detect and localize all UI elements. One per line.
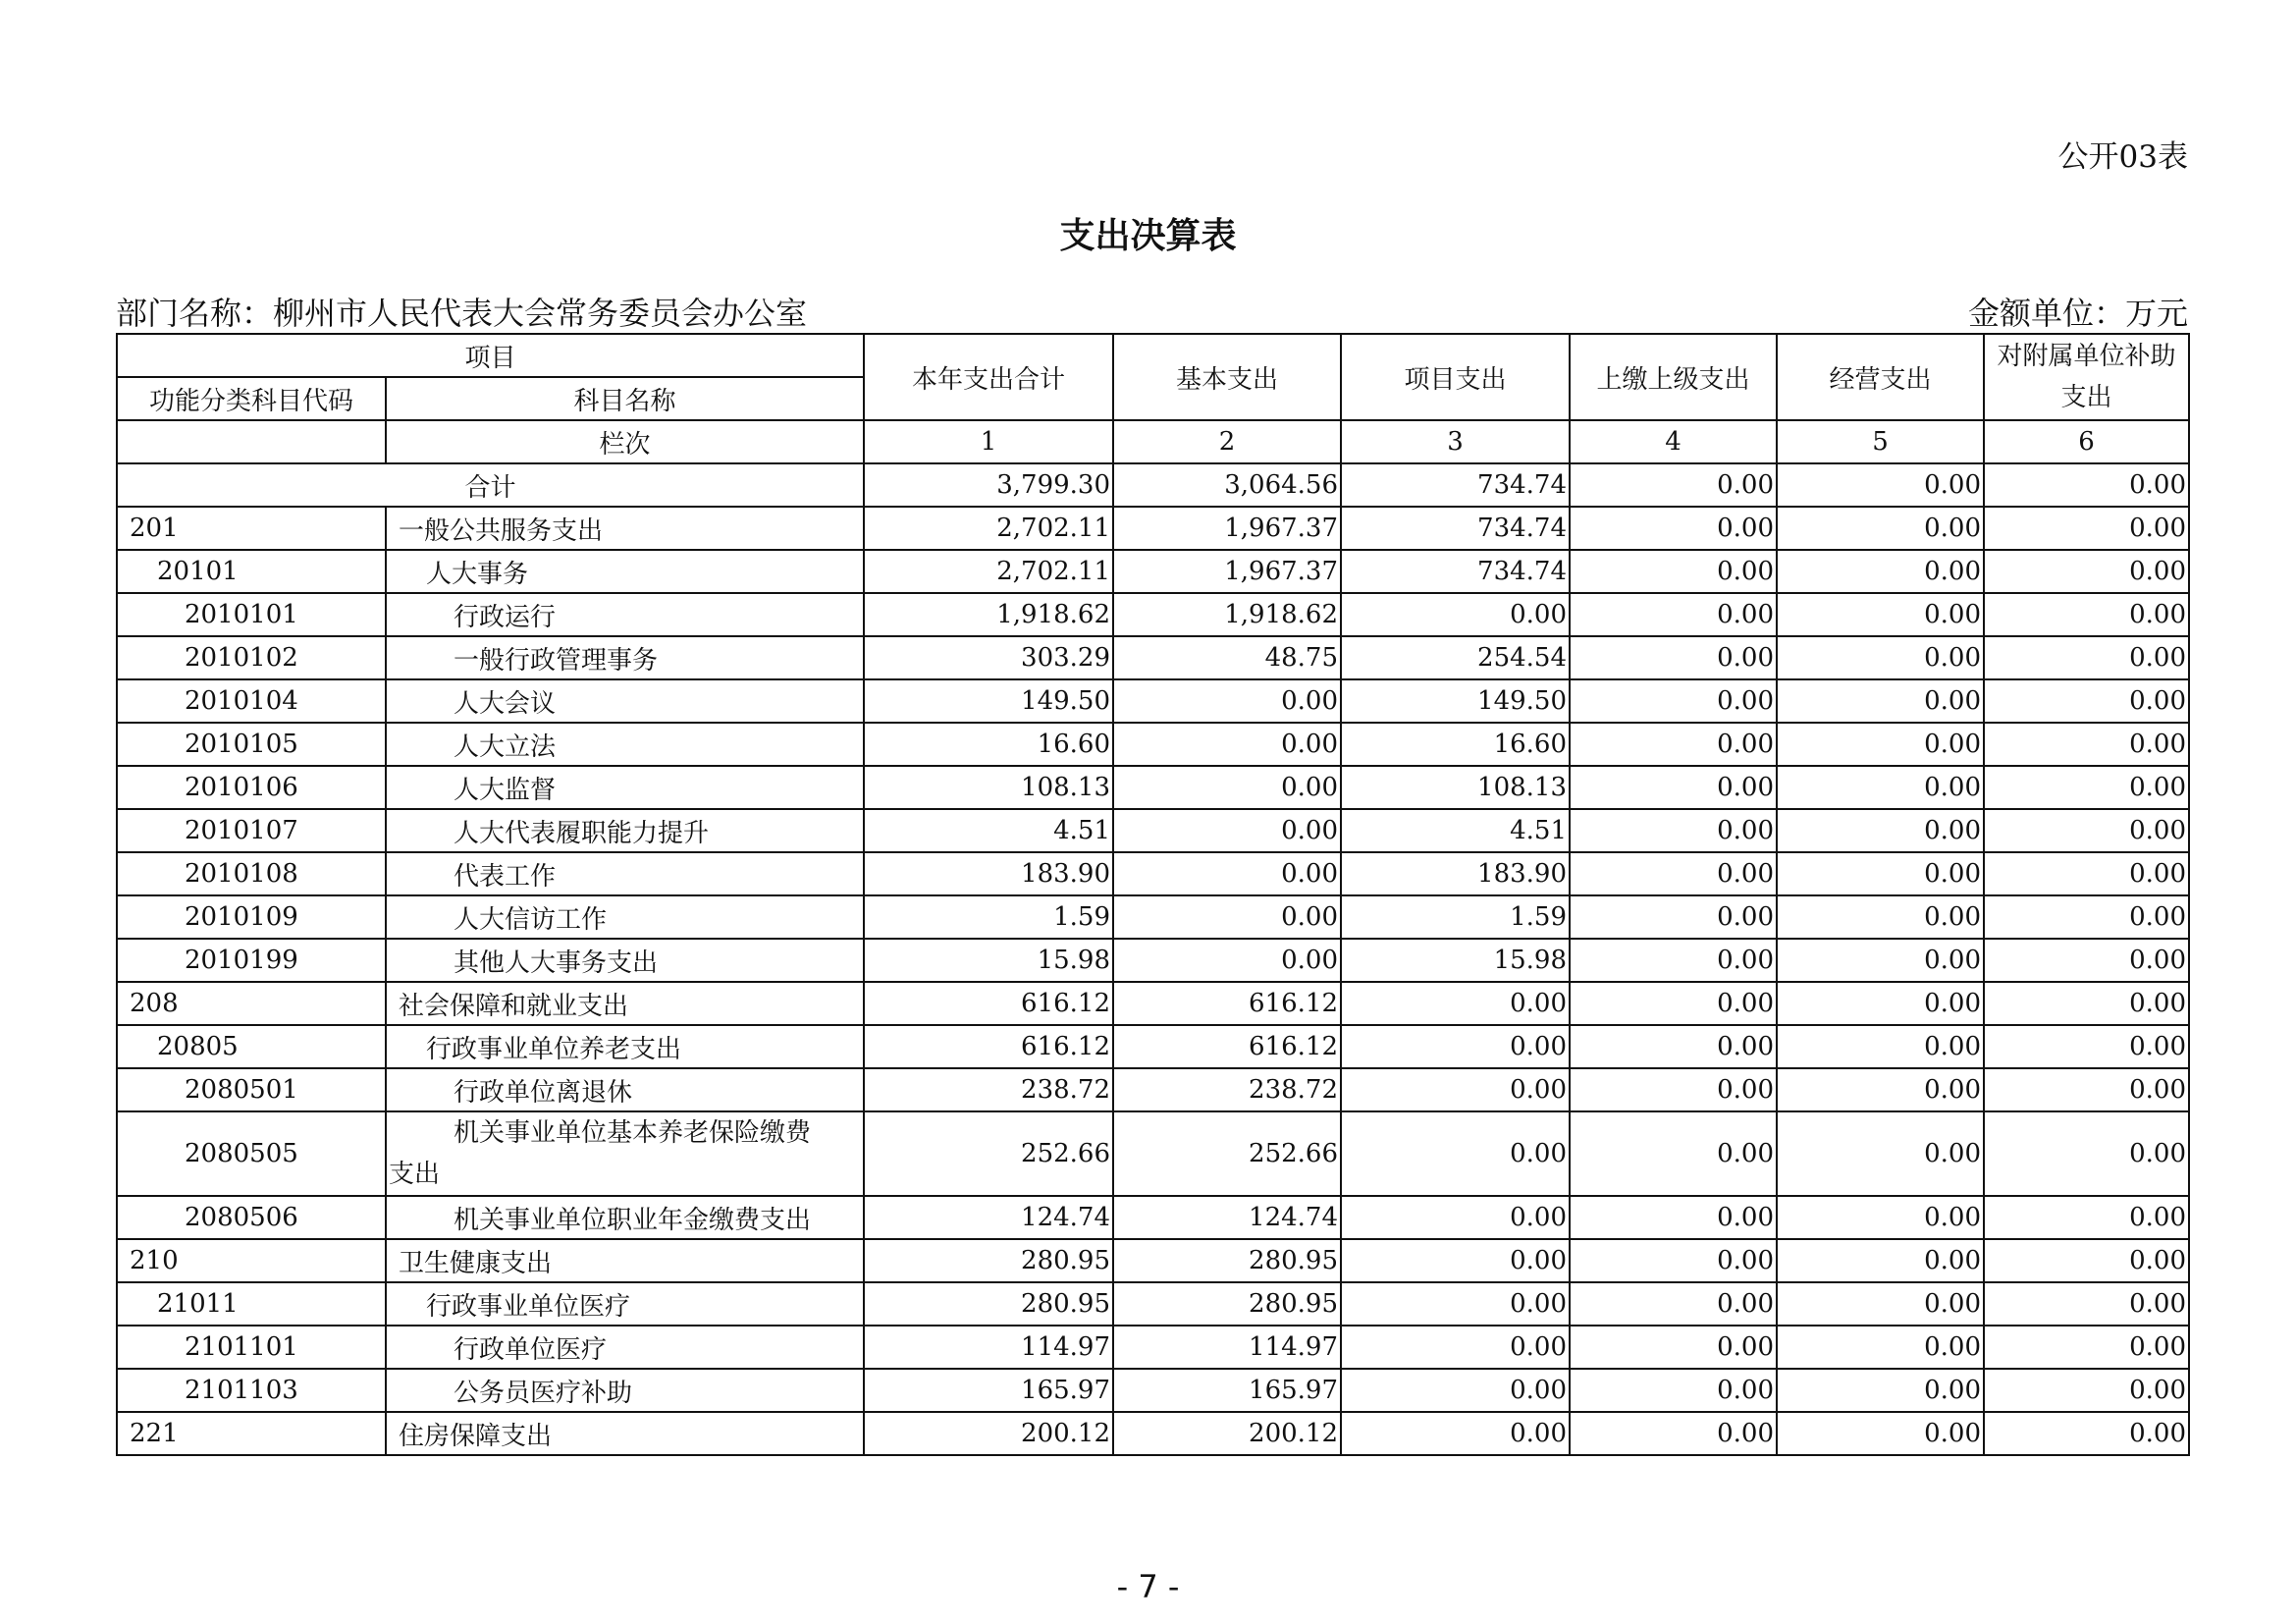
amount-cell-4: 0.00 (1570, 895, 1777, 939)
amount-cell-1: 2,702.11 (864, 550, 1113, 593)
amount-cell-5: 0.00 (1777, 1282, 1984, 1326)
amount-cell-4: 0.00 (1570, 1068, 1777, 1111)
func-code-cell: 2010199 (117, 939, 386, 982)
amount-cell-3: 15.98 (1341, 939, 1570, 982)
amount-cell-2: 0.00 (1113, 895, 1341, 939)
amount-cell-2: 616.12 (1113, 982, 1341, 1025)
subject-name-cell: 行政运行 (386, 593, 864, 636)
header-subsidy-line2: 支出 (2060, 383, 2112, 412)
amount-cell-3: 183.90 (1341, 852, 1570, 895)
amount-cell-1: 1.59 (864, 895, 1113, 939)
table-row (117, 1239, 2189, 1282)
header-project: 项目支出 (1341, 334, 1570, 420)
amount-cell-1: 165.97 (864, 1369, 1113, 1412)
total-value-3: 734.74 (1341, 463, 1570, 507)
amount-cell-6: 0.00 (1984, 1369, 2189, 1412)
amount-cell-1: 1,918.62 (864, 593, 1113, 636)
index-row-label: 栏次 (386, 420, 864, 463)
amount-cell-5: 0.00 (1777, 1412, 1984, 1455)
amount-cell-6: 0.00 (1984, 939, 2189, 982)
amount-cell-4: 0.00 (1570, 1282, 1777, 1326)
amount-cell-5: 0.00 (1777, 895, 1984, 939)
amount-cell-1: 252.66 (864, 1111, 1113, 1196)
header-subsidy (1984, 334, 2189, 420)
table-row (117, 1369, 2189, 1412)
amount-cell-2: 114.97 (1113, 1326, 1341, 1369)
subject-name-cell: 代表工作 (386, 852, 864, 895)
amount-cell-3: 4.51 (1341, 809, 1570, 852)
amount-cell-3: 0.00 (1341, 1068, 1570, 1111)
func-code-cell: 2010105 (117, 723, 386, 766)
table-row (117, 895, 2189, 939)
func-code-cell: 2080506 (117, 1196, 386, 1239)
subject-name-cell: 一般公共服务支出 (386, 507, 864, 550)
amount-cell-4: 0.00 (1570, 766, 1777, 809)
amount-cell-6: 0.00 (1984, 982, 2189, 1025)
func-code-cell: 2010107 (117, 809, 386, 852)
amount-cell-5: 0.00 (1777, 1068, 1984, 1111)
amount-cell-6: 0.00 (1984, 1412, 2189, 1455)
amount-cell-2: 0.00 (1113, 766, 1341, 809)
subject-name-cell: 行政事业单位养老支出 (386, 1025, 864, 1068)
table-row (117, 1111, 2189, 1196)
amount-cell-6: 0.00 (1984, 507, 2189, 550)
amount-cell-2: 0.00 (1113, 809, 1341, 852)
amount-cell-5: 0.00 (1777, 550, 1984, 593)
amount-cell-4: 0.00 (1570, 723, 1777, 766)
amount-cell-1: 114.97 (864, 1326, 1113, 1369)
func-code-cell: 2080505 (117, 1111, 386, 1196)
amount-cell-3: 0.00 (1341, 1412, 1570, 1455)
header-item: 项目 (117, 334, 864, 377)
amount-cell-5: 0.00 (1777, 939, 1984, 982)
amount-cell-3: 16.60 (1341, 723, 1570, 766)
table-row (117, 1412, 2189, 1455)
amount-cell-1: 238.72 (864, 1068, 1113, 1111)
amount-cell-4: 0.00 (1570, 679, 1777, 723)
amount-cell-1: 280.95 (864, 1239, 1113, 1282)
index-row-blank (117, 420, 386, 463)
amount-cell-2: 280.95 (1113, 1282, 1341, 1326)
amount-cell-6: 0.00 (1984, 723, 2189, 766)
amount-cell-1: 108.13 (864, 766, 1113, 809)
table-row (117, 852, 2189, 895)
subject-name-cell: 社会保障和就业支出 (386, 982, 864, 1025)
amount-cell-3: 254.54 (1341, 636, 1570, 679)
amount-cell-3: 0.00 (1341, 1369, 1570, 1412)
subject-name-cell: 人大代表履职能力提升 (386, 809, 864, 852)
amount-cell-2: 238.72 (1113, 1068, 1341, 1111)
amount-cell-6: 0.00 (1984, 1025, 2189, 1068)
amount-cell-4: 0.00 (1570, 1025, 1777, 1068)
expenditure-table (116, 333, 2190, 1456)
table-row (117, 1068, 2189, 1111)
amount-cell-6: 0.00 (1984, 1282, 2189, 1326)
table-row (117, 723, 2189, 766)
amount-cell-2: 200.12 (1113, 1412, 1341, 1455)
table-row (117, 809, 2189, 852)
amount-cell-2: 0.00 (1113, 679, 1341, 723)
total-value-5: 0.00 (1777, 463, 1984, 507)
amount-cell-1: 183.90 (864, 852, 1113, 895)
subject-name-cell: 公务员医疗补助 (386, 1369, 864, 1412)
amount-cell-4: 0.00 (1570, 809, 1777, 852)
amount-cell-1: 616.12 (864, 982, 1113, 1025)
total-value-6: 0.00 (1984, 463, 2189, 507)
table-row (117, 1282, 2189, 1326)
amount-cell-5: 0.00 (1777, 507, 1984, 550)
subject-name-cell: 住房保障支出 (386, 1412, 864, 1455)
subject-name-cell: 人大立法 (386, 723, 864, 766)
table-row (117, 766, 2189, 809)
amount-cell-3: 1.59 (1341, 895, 1570, 939)
header-subsidy-line1: 对附属单位补助 (1997, 342, 2176, 371)
header-business: 经营支出 (1777, 334, 1984, 420)
amount-cell-6: 0.00 (1984, 809, 2189, 852)
func-code-cell: 21011 (117, 1282, 386, 1326)
table-row (117, 1326, 2189, 1369)
subject-name-cell: 人大会议 (386, 679, 864, 723)
header-upper: 上缴上级支出 (1570, 334, 1777, 420)
amount-cell-1: 200.12 (864, 1412, 1113, 1455)
subject-name-cell: 机关事业单位职业年金缴费支出 (386, 1196, 864, 1239)
amount-cell-4: 0.00 (1570, 852, 1777, 895)
amount-cell-2: 0.00 (1113, 723, 1341, 766)
table-row (117, 636, 2189, 679)
func-code-cell: 208 (117, 982, 386, 1025)
amount-cell-4: 0.00 (1570, 1239, 1777, 1282)
table-row (117, 507, 2189, 550)
func-code-cell: 221 (117, 1412, 386, 1455)
func-code-cell: 2010104 (117, 679, 386, 723)
index-4: 4 (1570, 420, 1777, 463)
amount-cell-1: 280.95 (864, 1282, 1113, 1326)
amount-cell-3: 0.00 (1341, 1196, 1570, 1239)
subject-name-cell: 行政单位离退休 (386, 1068, 864, 1111)
amount-cell-5: 0.00 (1777, 679, 1984, 723)
amount-cell-4: 0.00 (1570, 593, 1777, 636)
amount-cell-3: 0.00 (1341, 982, 1570, 1025)
header-total: 本年支出合计 (864, 334, 1113, 420)
func-code-cell: 2010106 (117, 766, 386, 809)
amount-cell-3: 0.00 (1341, 1239, 1570, 1282)
func-code-cell: 2080501 (117, 1068, 386, 1111)
header-subject-name: 科目名称 (386, 377, 864, 420)
department-label: 部门名称：柳州市人民代表大会常务委员会办公室 (116, 295, 808, 332)
func-code-cell: 2101103 (117, 1369, 386, 1412)
table-row (117, 1196, 2189, 1239)
amount-cell-2: 165.97 (1113, 1369, 1341, 1412)
amount-cell-5: 0.00 (1777, 1196, 1984, 1239)
amount-cell-1: 616.12 (864, 1025, 1113, 1068)
amount-unit-label: 金额单位：万元 (1967, 295, 2188, 332)
func-code-cell: 20101 (117, 550, 386, 593)
amount-cell-5: 0.00 (1777, 809, 1984, 852)
amount-cell-2: 1,967.37 (1113, 550, 1341, 593)
header-func-code: 功能分类科目代码 (117, 377, 386, 420)
table-row (117, 593, 2189, 636)
amount-cell-3: 734.74 (1341, 550, 1570, 593)
subject-name-cell: 一般行政管理事务 (386, 636, 864, 679)
func-code-cell: 2010102 (117, 636, 386, 679)
func-code-cell: 2101101 (117, 1326, 386, 1369)
amount-cell-3: 0.00 (1341, 1111, 1570, 1196)
header-basic: 基本支出 (1113, 334, 1341, 420)
total-row (117, 463, 2189, 507)
amount-cell-6: 0.00 (1984, 1196, 2189, 1239)
subject-name-cell: 人大信访工作 (386, 895, 864, 939)
amount-cell-6: 0.00 (1984, 679, 2189, 723)
amount-cell-3: 0.00 (1341, 593, 1570, 636)
total-label: 合计 (117, 463, 864, 507)
subject-name-line1: 机关事业单位基本养老保险缴费 (454, 1118, 812, 1148)
amount-cell-4: 0.00 (1570, 1111, 1777, 1196)
amount-cell-5: 0.00 (1777, 1111, 1984, 1196)
func-code-cell: 2010109 (117, 895, 386, 939)
amount-cell-3: 0.00 (1341, 1282, 1570, 1326)
table-row (117, 939, 2189, 982)
amount-cell-3: 108.13 (1341, 766, 1570, 809)
amount-cell-4: 0.00 (1570, 1369, 1777, 1412)
amount-cell-5: 0.00 (1777, 766, 1984, 809)
subject-name-cell: 人大事务 (386, 550, 864, 593)
amount-cell-1: 16.60 (864, 723, 1113, 766)
table-row (117, 1025, 2189, 1068)
amount-cell-3: 734.74 (1341, 507, 1570, 550)
amount-cell-1: 303.29 (864, 636, 1113, 679)
subject-name-cell (386, 1111, 864, 1196)
subject-name-cell: 卫生健康支出 (386, 1239, 864, 1282)
amount-cell-1: 4.51 (864, 809, 1113, 852)
amount-cell-5: 0.00 (1777, 723, 1984, 766)
total-value-4: 0.00 (1570, 463, 1777, 507)
amount-cell-4: 0.00 (1570, 550, 1777, 593)
table-row (117, 679, 2189, 723)
subject-name-cell: 其他人大事务支出 (386, 939, 864, 982)
page-number: - 7 - (1116, 1568, 1180, 1605)
amount-cell-5: 0.00 (1777, 1326, 1984, 1369)
func-code-cell: 210 (117, 1239, 386, 1282)
form-number: 公开03表 (2057, 139, 2188, 175)
amount-cell-4: 0.00 (1570, 636, 1777, 679)
index-6: 6 (1984, 420, 2189, 463)
amount-cell-1: 149.50 (864, 679, 1113, 723)
amount-cell-3: 149.50 (1341, 679, 1570, 723)
amount-cell-2: 1,918.62 (1113, 593, 1341, 636)
amount-cell-4: 0.00 (1570, 939, 1777, 982)
amount-cell-5: 0.00 (1777, 593, 1984, 636)
total-value-2: 3,064.56 (1113, 463, 1341, 507)
amount-cell-6: 0.00 (1984, 766, 2189, 809)
func-code-cell: 2010101 (117, 593, 386, 636)
amount-cell-4: 0.00 (1570, 507, 1777, 550)
total-value-1: 3,799.30 (864, 463, 1113, 507)
amount-cell-4: 0.00 (1570, 1326, 1777, 1369)
amount-cell-5: 0.00 (1777, 852, 1984, 895)
amount-cell-5: 0.00 (1777, 982, 1984, 1025)
page-title: 支出决算表 (1059, 216, 1237, 256)
amount-cell-4: 0.00 (1570, 982, 1777, 1025)
amount-cell-6: 0.00 (1984, 1326, 2189, 1369)
amount-cell-2: 0.00 (1113, 939, 1341, 982)
amount-cell-6: 0.00 (1984, 636, 2189, 679)
amount-cell-6: 0.00 (1984, 852, 2189, 895)
table-row (117, 550, 2189, 593)
amount-cell-5: 0.00 (1777, 636, 1984, 679)
amount-cell-6: 0.00 (1984, 593, 2189, 636)
amount-cell-4: 0.00 (1570, 1196, 1777, 1239)
amount-cell-2: 0.00 (1113, 852, 1341, 895)
amount-cell-6: 0.00 (1984, 550, 2189, 593)
index-5: 5 (1777, 420, 1984, 463)
func-code-cell: 2010108 (117, 852, 386, 895)
amount-cell-6: 0.00 (1984, 895, 2189, 939)
index-2: 2 (1113, 420, 1341, 463)
subject-name-line2: 支出 (389, 1160, 441, 1189)
index-3: 3 (1341, 420, 1570, 463)
amount-cell-3: 0.00 (1341, 1025, 1570, 1068)
func-code-cell: 20805 (117, 1025, 386, 1068)
amount-cell-6: 0.00 (1984, 1068, 2189, 1111)
amount-cell-2: 124.74 (1113, 1196, 1341, 1239)
amount-cell-2: 616.12 (1113, 1025, 1341, 1068)
subject-name-cell: 行政事业单位医疗 (386, 1282, 864, 1326)
amount-cell-1: 2,702.11 (864, 507, 1113, 550)
index-1: 1 (864, 420, 1113, 463)
amount-cell-5: 0.00 (1777, 1239, 1984, 1282)
amount-cell-2: 1,967.37 (1113, 507, 1341, 550)
amount-cell-2: 280.95 (1113, 1239, 1341, 1282)
amount-cell-2: 252.66 (1113, 1111, 1341, 1196)
amount-cell-4: 0.00 (1570, 1412, 1777, 1455)
amount-cell-1: 124.74 (864, 1196, 1113, 1239)
func-code-cell: 201 (117, 507, 386, 550)
subject-name-cell: 人大监督 (386, 766, 864, 809)
amount-cell-2: 48.75 (1113, 636, 1341, 679)
amount-cell-3: 0.00 (1341, 1326, 1570, 1369)
table-row (117, 982, 2189, 1025)
table-body (117, 463, 2189, 1455)
amount-cell-5: 0.00 (1777, 1025, 1984, 1068)
amount-cell-5: 0.00 (1777, 1369, 1984, 1412)
amount-cell-6: 0.00 (1984, 1239, 2189, 1282)
amount-cell-1: 15.98 (864, 939, 1113, 982)
subject-name-cell: 行政单位医疗 (386, 1326, 864, 1369)
amount-cell-6: 0.00 (1984, 1111, 2189, 1196)
